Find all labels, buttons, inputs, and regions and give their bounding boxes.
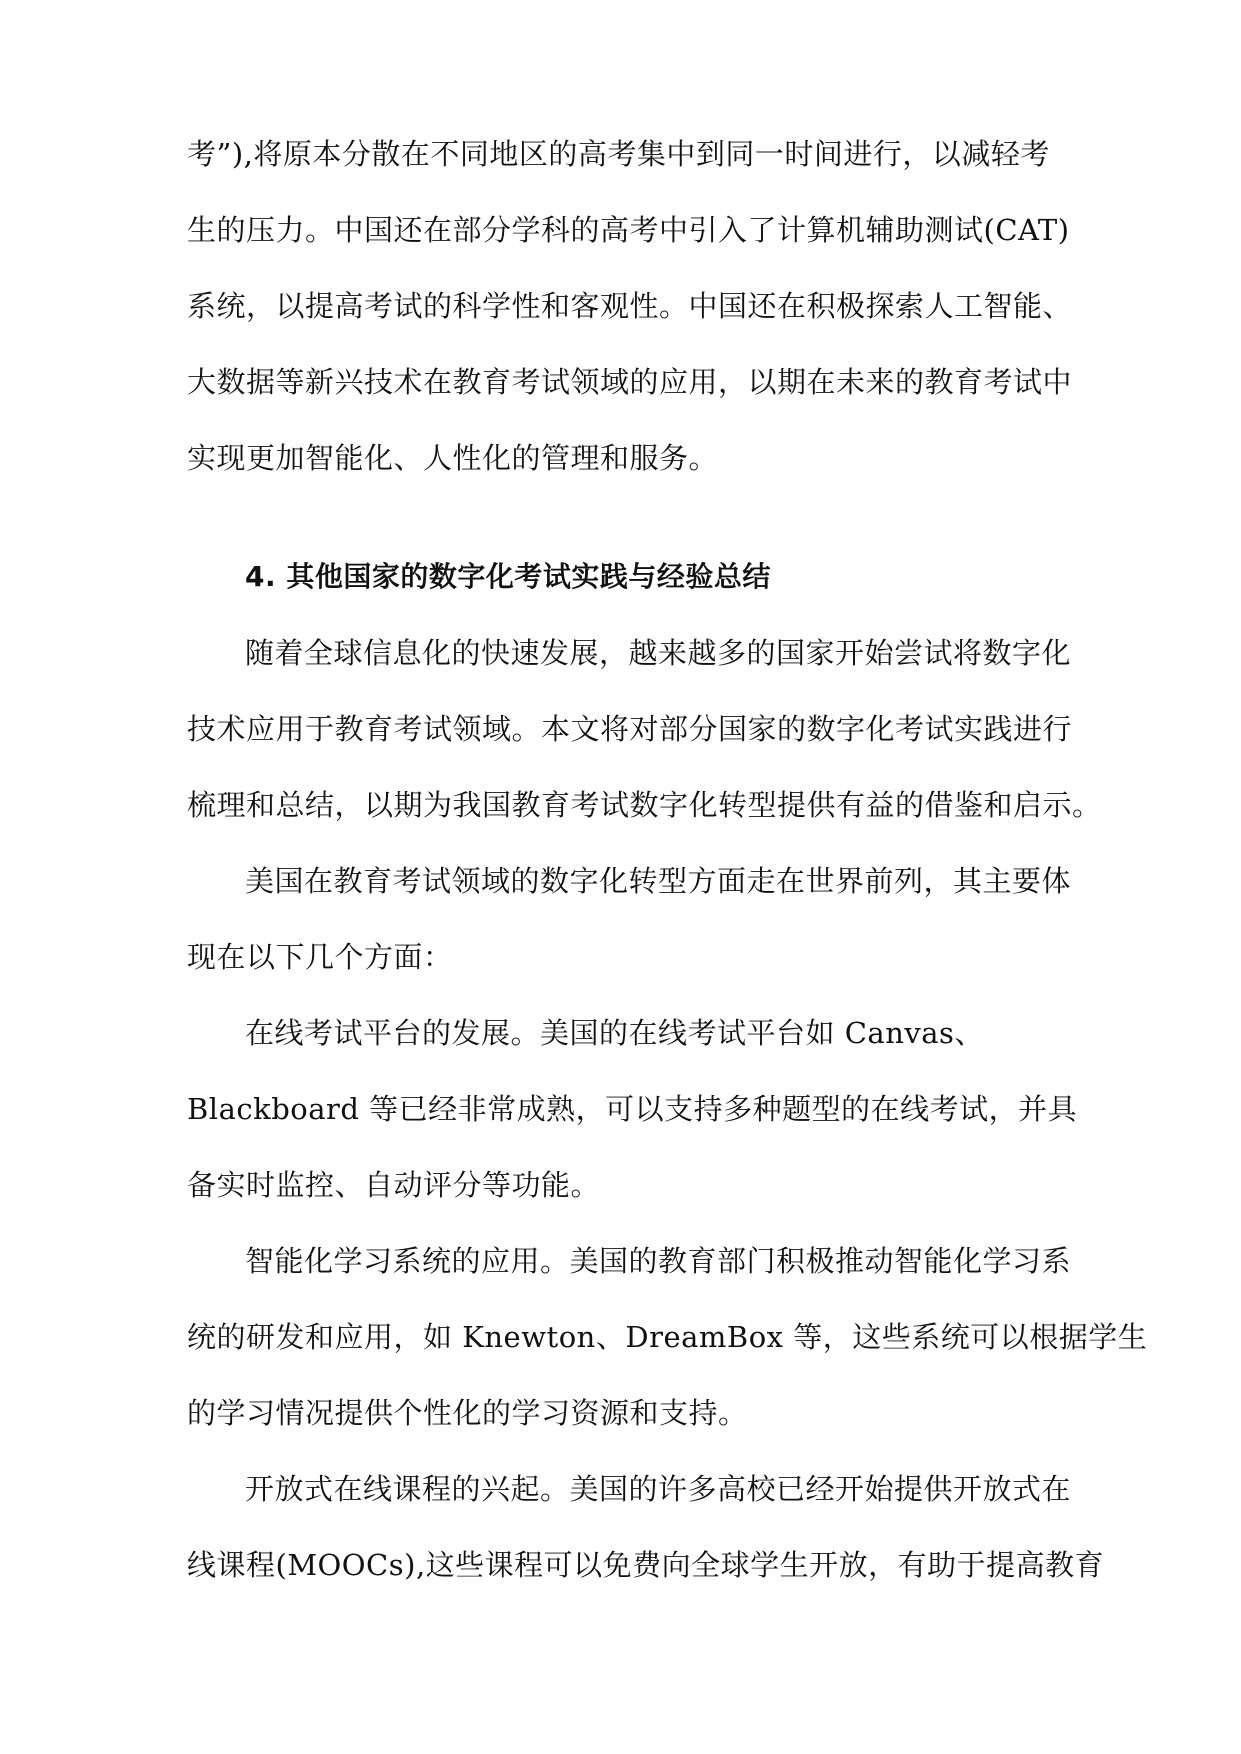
- paragraph-line: 在线考试平台的发展。美国的在线考试平台如 Canvas、: [245, 1016, 984, 1050]
- paragraph-line: Blackboard 等已经非常成熟，可以支持多种题型的在线考试，并具: [187, 1092, 1078, 1126]
- paragraph-line: 实现更加智能化、人性化的管理和服务。: [187, 441, 719, 475]
- paragraph-line: 生的压力。中国还在部分学科的高考中引入了计算机辅助测试(CAT): [187, 213, 1070, 247]
- paragraph-line: 现在以下几个方面：: [187, 940, 453, 974]
- paragraph-line: 梳理和总结，以期为我国教育考试数字化转型提供有益的借鉴和启示。: [187, 788, 1102, 822]
- paragraph-line: 的学习情况提供个性化的学习资源和支持。: [187, 1396, 748, 1430]
- paragraph-line: 随着全球信息化的快速发展，越来越多的国家开始尝试将数字化: [245, 636, 1072, 670]
- paragraph-line: 备实时监控、自动评分等功能。: [187, 1168, 601, 1202]
- paragraph-line: 大数据等新兴技术在教育考试领域的应用，以期在未来的教育考试中: [187, 365, 1073, 399]
- section-heading: 4. 其他国家的数字化考试实践与经验总结: [245, 560, 771, 593]
- paragraph-line: 统的研发和应用，如 Knewton、DreamBox 等，这些系统可以根据学生: [187, 1320, 1148, 1354]
- paragraph-line: 技术应用于教育考试领域。本文将对部分国家的数字化考试实践进行: [187, 712, 1073, 746]
- paragraph-line: 考”),将原本分散在不同地区的高考集中到同一时间进行，以减轻考: [187, 137, 1050, 171]
- paragraph-line: 智能化学习系统的应用。美国的教育部门积极推动智能化学习系: [245, 1244, 1072, 1278]
- paragraph-line: 美国在教育考试领域的数字化转型方面走在世界前列，其主要体: [245, 864, 1072, 898]
- paragraph-line: 线课程(MOOCs),这些课程可以免费向全球学生开放，有助于提高教育: [187, 1548, 1105, 1582]
- paragraph-line: 系统，以提高考试的科学性和客观性。中国还在积极探索人工智能、: [187, 289, 1073, 323]
- paragraph-line: 开放式在线课程的兴起。美国的许多高校已经开始提供开放式在: [245, 1472, 1072, 1506]
